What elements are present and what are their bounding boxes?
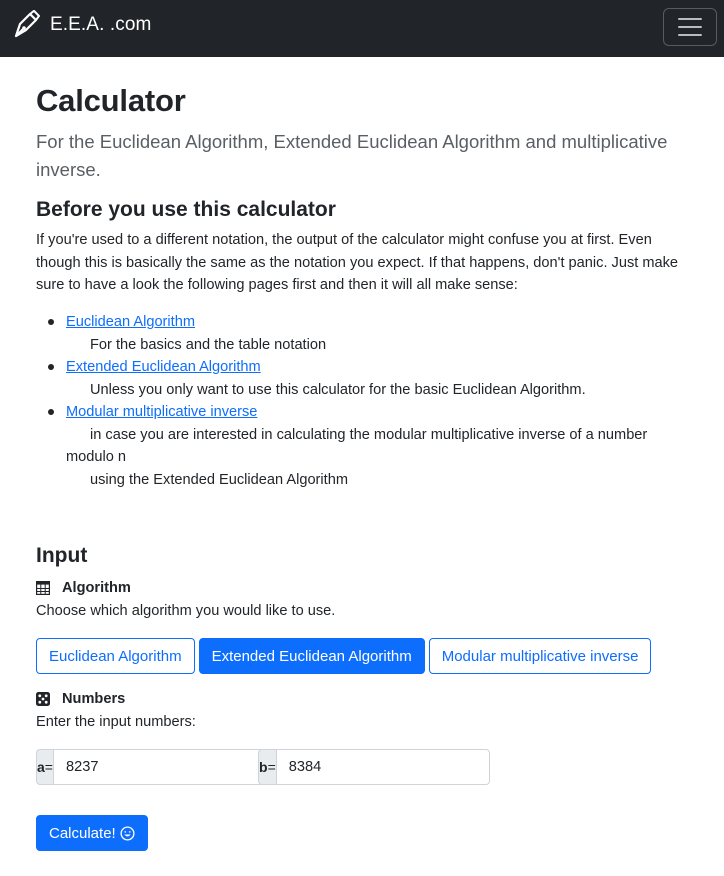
input-heading: Input	[36, 544, 88, 567]
link-description: in case you are interested in calculating the modular multiplicative inverse of a number modulo n	[66, 426, 648, 465]
smiley-icon	[120, 826, 135, 841]
navbar	[0, 0, 724, 57]
input-group-b	[258, 749, 465, 785]
a-label: a =	[36, 749, 53, 785]
intro-paragraph: If you're used to a different notation, the output of the calculator might confuse you at first. Even though this is basically the same as the notation you expect. If that happens, don't panic. Just make sure to have a look the following pages first and then it will all make sense:	[36, 232, 679, 293]
algorithm-heading	[36, 580, 131, 596]
modular-multiplicative-inverse-button[interactable]: Modular multiplicative inverse	[429, 638, 652, 674]
euclidean-algorithm-button[interactable]: Euclidean Algorithm	[36, 638, 195, 674]
number-inputs	[36, 749, 465, 785]
page-title: Calculator	[36, 83, 186, 118]
calculate-label: Calculate!	[49, 824, 116, 842]
link-description: Unless you only want to use this calculator for the basic Euclidean Algorithm.	[90, 381, 586, 398]
pen-nib-icon	[12, 10, 40, 40]
numbers-heading-text: Numbers	[62, 691, 126, 707]
list-item	[36, 401, 686, 491]
extended-euclidean-algorithm-button[interactable]: Extended Euclidean Algorithm	[199, 638, 425, 674]
link-description-cont: using the Extended Euclidean Algorithm	[90, 471, 348, 488]
brand-name: E.E.A. .com	[50, 14, 152, 35]
link-extended-euclidean-algorithm[interactable]: Extended Euclidean Algorithm	[66, 359, 261, 375]
link-modular-multiplicative-inverse[interactable]: Modular multiplicative inverse	[66, 404, 258, 420]
link-euclidean-algorithm[interactable]: Euclidean Algorithm	[66, 314, 195, 330]
a-input[interactable]	[53, 749, 267, 785]
b-input[interactable]	[276, 749, 490, 785]
algorithm-description: Choose which algorithm you would like to use.	[36, 603, 336, 619]
brand-link[interactable]	[12, 10, 151, 40]
input-group-a	[36, 749, 243, 785]
hamburger-menu-icon[interactable]	[663, 8, 717, 46]
before-heading: Before you use this calculator	[36, 198, 336, 221]
reference-links-list	[36, 311, 686, 491]
list-item	[36, 311, 686, 356]
page-lead: For the Euclidean Algorithm, Extended Euclidean Algorithm and multiplicative inverse.	[36, 131, 668, 180]
numbers-description: Enter the input numbers:	[36, 714, 196, 730]
list-item	[36, 356, 686, 401]
b-label: b =	[258, 749, 276, 785]
dice-icon	[36, 692, 50, 706]
algorithm-button-group	[36, 638, 651, 674]
calculate-button[interactable]	[36, 815, 148, 851]
algorithm-heading-text: Algorithm	[62, 580, 131, 596]
link-description: For the basics and the table notation	[90, 336, 327, 353]
table-icon	[36, 581, 50, 595]
numbers-heading	[36, 691, 125, 707]
